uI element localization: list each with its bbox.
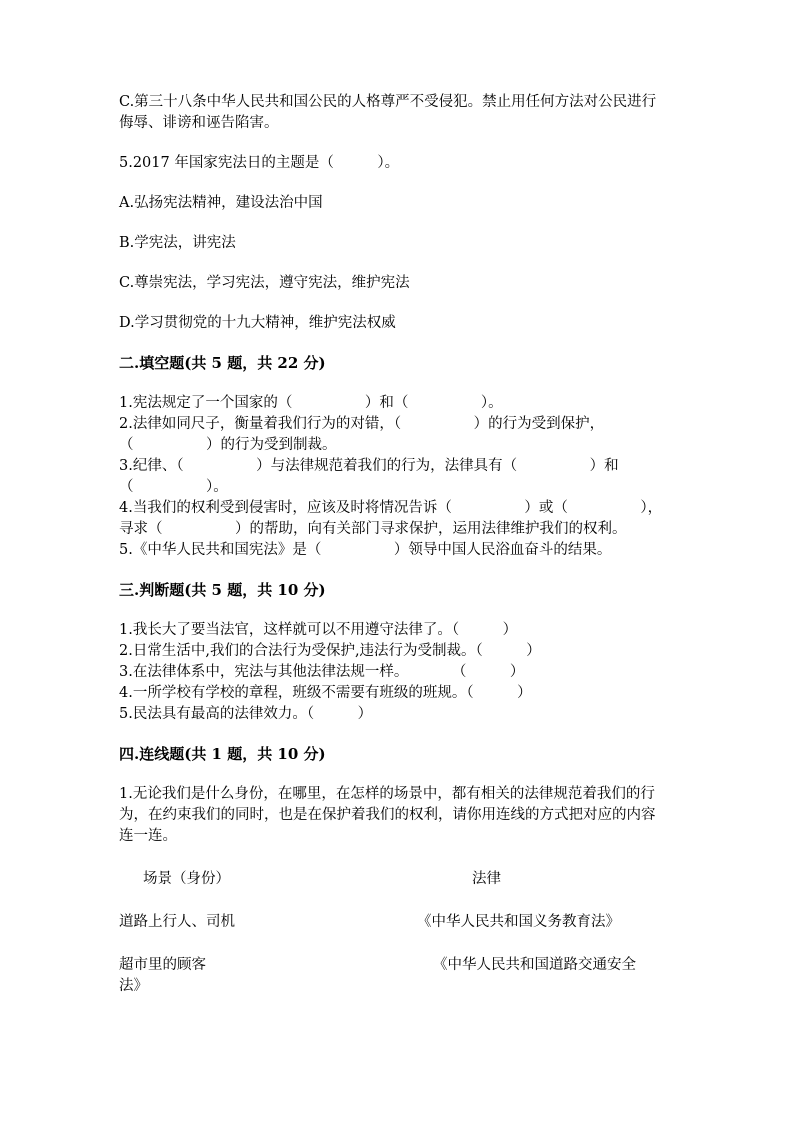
q5-option-c: C.尊崇宪法，学习宪法，遵守宪法，维护宪法 <box>119 275 410 291</box>
document-page <box>119 92 669 997</box>
match-header-row <box>119 869 669 890</box>
fill-item-1: 1.宪法规定了一个国家的（ ）和（ ）。 <box>119 395 503 411</box>
fill-item-3: 3.纪律、（ ）与法律规范着我们的行为，法律具有（ ）和（ ）。 <box>119 458 619 495</box>
match-row-2-cont <box>119 976 669 997</box>
match-right-2-cont: 法》 <box>119 978 148 994</box>
section2-title: 二.填空题(共 5 题，共 22 分) <box>119 354 326 372</box>
match-header-right: 法律 <box>472 871 501 887</box>
judge-item-1: 1.我长大了要当法官，这样就可以不用遵守法律了。（ ） <box>119 622 518 638</box>
judge-item-2: 2.日常生活中,我们的合法行为受保护,违法行为受制裁。（ ） <box>119 643 541 659</box>
q5-option-b: B.学宪法，讲宪法 <box>119 235 236 251</box>
match-question: 1.无论我们是什么身份，在哪里，在怎样的场景中，都有相关的法律规范着我们的行为，在约束我们的同时，也是在保护着我们的权利，请你用连线的方式把对应的内容连一连。 <box>119 786 656 844</box>
q5-question: 5.2017 年国家宪法日的主题是（ ）。 <box>119 155 400 171</box>
judge-item-3: 3.在法律体系中，宪法与其他法律法规一样。 （ ） <box>119 664 525 680</box>
match-right-2: 《中华人民共和国道路交通安全 <box>433 957 636 973</box>
section3-title: 三.判断题(共 5 题，共 10 分) <box>119 581 326 599</box>
q5-option-d: D.学习贯彻党的十九大精神，维护宪法权威 <box>119 315 396 331</box>
match-left-1: 道路上行人、司机 <box>119 914 235 930</box>
fill-item-5: 5.《中华人民共和国宪法》是（ ）领导中国人民浴血奋斗的结果。 <box>119 542 612 558</box>
q4-option-c: C.第三十八条中华人民共和国公民的人格尊严不受侵犯。禁止用任何方法对公民进行侮辱、诽谤和诬告陷害。 <box>119 94 657 131</box>
judge-item-4: 4.一所学校有学校的章程，班级不需要有班级的班规。（ ） <box>119 685 532 701</box>
judge-item-5: 5.民法具有最高的法律效力。（ ） <box>119 706 373 722</box>
q5-option-a: A.弘扬宪法精神，建设法治中国 <box>119 195 323 211</box>
match-right-1: 《中华人民共和国义务教育法》 <box>417 914 620 930</box>
match-header-left: 场景（身份） <box>143 871 230 887</box>
match-left-2: 超市里的顾客 <box>119 957 206 973</box>
fill-item-2: 2.法律如同尺子，衡量着我们行为的对错，（ ）的行为受到保护，（ ）的行为受到制裁。 <box>119 416 605 453</box>
fill-item-4: 4.当我们的权利受到侵害时，应该及时将情况告诉（ ）或（ ），寻求（ ）的帮助，向有关部门寻求保护，运用法律维护我们的权利。 <box>119 500 663 537</box>
match-row-2 <box>119 955 669 976</box>
section4-title: 四.连线题(共 1 题，共 10 分) <box>119 745 326 763</box>
match-row-1 <box>119 912 669 933</box>
